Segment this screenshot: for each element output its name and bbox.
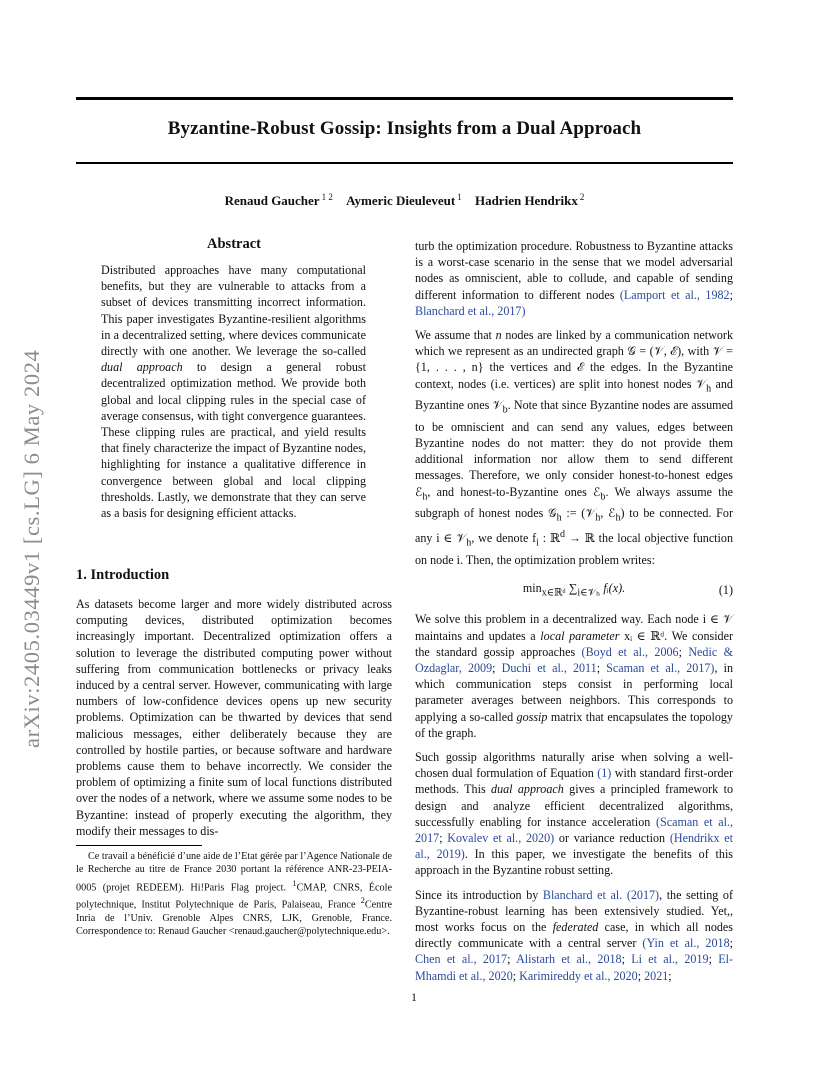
paragraph-byzantine-attacks: turb the optimization procedure. Robustness to Byzantine attacks is a worst-case scenario in the sense that we model adversarial nodes as omniscient, able to collude, and capable of sending different information to different nodes (Lamport et al., 1982; Blanchard et al., 2017) <box>415 239 733 318</box>
title-top-rule <box>76 97 733 100</box>
citation-link[interactable]: Blanchard et al. (2017) <box>542 887 660 902</box>
citation-link[interactable]: (Lamport et al., 1982 <box>619 287 730 302</box>
abstract-heading: Abstract <box>207 236 261 252</box>
footnote: Ce travail a bénéficié d’une aide de l’Etat gérée par l’Agence Nationale de le Recherche au titre de France 2030 portant la référence ANR-23-PEIA-0005 (projet REDEEM). Hi!Paris Flag project. $^1$CMAP, CNRS, École polytechnique, Institut Polytechnique de Paris, Palaiseau, France $^2$Centre Inria de l’Univ. Grenoble Alpes CNRS, LJK, Grenoble, France. Correspondence to: Renaud Gaucher <renaud.gaucher@polytechnique.edu>. <box>76 851 392 938</box>
author-3: Hadrien Hendrikx $^2$ <box>474 192 585 208</box>
citation-link[interactable]: 2021 <box>644 968 669 983</box>
equation-number: (1) <box>718 583 733 598</box>
author-list <box>76 192 733 209</box>
citation-link[interactable]: Blanchard et al., 2017) <box>415 303 526 318</box>
citation-link[interactable]: Alistarh et al., 2018 <box>516 952 622 967</box>
citation-link[interactable]: El-Mhamdi et al., 2020 <box>415 952 733 983</box>
paragraph-gossip: We solve this problem in a decentralized way. Each node i ∈ 𝒱 maintains and updates a local parameter xᵢ ∈ ℝᵈ. We consider the standard gossip approaches (Boyd et al., 2006; Nedic & Ozdaglar, 2009; Duchi et al., 2011; Scaman et al., 2017), in which communication steps consist in performing local parameter averages between neighbors. This corresponds to applying a so-called gossip matrix that encapsulates the topology of the graph. <box>415 612 734 740</box>
paragraph-related-work: Since its introduction by Blanchard et al. (2017), the setting of Byzantine-robust learning has been extensively studied. Yet,, most works focus on the federated case, in which all nodes directly communicate with a central server (Yin et al., 2018; Chen et al., 2017; Alistarh et al., 2018; Li et al., 2019; El-Mhamdi et al., 2020; Karimireddy et al., 2020; 2021; <box>415 887 733 983</box>
abstract-body: Distributed approaches have many computational benefits, but they are vulnerable to attacks from a subset of devices transmitting incorrect information. This paper investigates Byzantine-resilient algorithms in a decentralized setting, where devices communicate directly with one another. We leverage the so-called dual approach to design a general robust decentralized optimization method. We provide both global and local clipping rules in the special case of average consensus, with tight convergence guarantees. These clipping rules are practical, and yield results that finely characterize the impact of Byzantine nodes, highlighting for instance a qualitative difference in convergence between global and local clipping thresholds. Lastly, we demonstrate that they can serve as a basis for designing efficient attacks. <box>101 263 366 521</box>
right-column <box>415 238 733 984</box>
citation-link[interactable]: Karimireddy et al., 2020 <box>519 968 638 983</box>
citation-link[interactable]: Kovalev et al., 2020) <box>447 830 555 845</box>
citation-link[interactable]: Scaman et al., 2017) <box>606 660 715 675</box>
citation-link[interactable]: Chen et al., 2017 <box>415 952 508 967</box>
section-heading-introduction: 1. Introduction <box>76 567 170 583</box>
equation-1: $\min_{x\in ℝᵈ} \sum_{i\in 𝒱_h}$ fᵢ(x). (1) <box>522 580 733 599</box>
citation-link[interactable]: (Boyd et al., 2006 <box>581 644 679 659</box>
citation-link[interactable]: Li et al., 2019 <box>631 952 709 967</box>
paragraph-dual-approach: Such gossip algorithms naturally arise when solving a well-chosen dual formulation of Equation (1) with standard first-order methods. This dual approach gives a principled framework to design and analyze efficient decentralized algorithms, successfully enabling for instance acceleration (Scaman et al., 2017; Kovalev et al., 2020) or variance reduction (Hendrikx et al., 2019). In this paper, we investigate the benefits of this approach in the Byzantine robust setting. <box>415 749 734 878</box>
arxiv-watermark: arXiv:2405.03449v1 [cs.LG] 6 May 2024 <box>19 349 44 748</box>
citation-link[interactable]: Nedic & Ozdaglar, 2009 <box>415 644 733 675</box>
citation-link[interactable]: (Hendrikx et al., 2019) <box>415 830 733 862</box>
citation-link[interactable]: Duchi et al., 2011 <box>501 660 597 675</box>
citation-link[interactable]: (Scaman et al., 2017 <box>415 814 733 845</box>
citation-link[interactable]: (Yin et al., 2018 <box>642 936 730 951</box>
author-1: Renaud Gaucher $^{1 2}$ <box>224 192 333 208</box>
intro-paragraph-1: As datasets become larger and more widely distributed across computing devices, distributed optimization becomes increasingly important. Decentralized optimization offers a solution to leverage the distributed computing power without suffering from communication bottlenecks or privacy leaks induced by a central server. However, communicating with large numbers of low-confidence devices opens up new security problems. Optimization can be thwarted by devices that send malicious messages, either deliberately because they are controlled by hostile parties, or because software and hardware problems cause them to behave incorrectly. We consider the problem of optimizing a finite sum of local functions distributed over the nodes of a network, where we assume some nodes to be Byzantine: instead of properly executing the algorithm, they modify their messages to dis- <box>76 597 392 838</box>
footnote-rule <box>76 845 202 846</box>
paragraph-setting: We assume that n nodes are linked by a communication network which we represent as an undirected graph 𝒢 = (𝒱, ℰ), with 𝒱 = {1, . . . , n} the vertices and ℰ the edges. In the Byzantine context, nodes (i.e. vertices) are split into honest nodes 𝒱$_h$ and Byzantine ones 𝒱$_b$. Note that since Byzantine nodes are assumed to be omniscient and can send any values, edges between Byzantine nodes do not matter: they do not provide them additional information nor allow them to send different messages. Therefore, we only consider honest-to-honest edges ℰ$_h$, and honest-to-Byzantine ones ℰ$_b$. We always assume the subgraph of honest nodes 𝒢$_h$ := (𝒱$_h$, ℰ$_h$) to be connected. For any i ∈ 𝒱$_h$, we denote $f_i$ : ℝ$^d$ → ℝ the local objective function on node i. Then, the optimization problem writes: <box>415 328 734 567</box>
title-bottom-rule <box>76 162 733 164</box>
author-2: Aymeric Dieuleveut $^1$ <box>346 192 462 208</box>
page-number: 1 <box>411 990 417 1004</box>
equation-ref-link[interactable]: (1) <box>597 766 612 781</box>
paper-title: Byzantine-Robust Gossip: Insights from a Dual Approach <box>167 118 642 139</box>
